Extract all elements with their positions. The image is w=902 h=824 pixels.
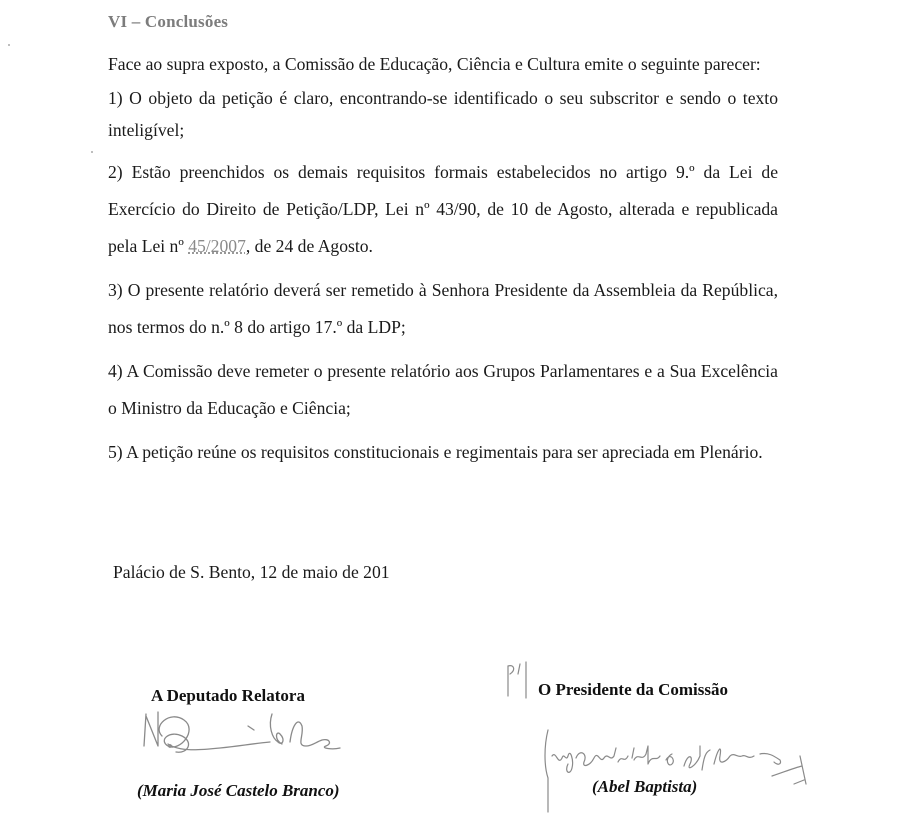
place-date-line: Palácio de S. Bento, 12 de maio de 201 — [113, 562, 390, 582]
rapporteur-name: (Maria José Castelo Branco) — [137, 781, 340, 800]
conclusions-body — [108, 52, 778, 471]
scan-speck — [8, 44, 10, 46]
on-behalf-mark — [502, 660, 542, 700]
president-signature — [538, 726, 818, 816]
conclusion-item-5: 5) A petição reúne os requisitos constitucionais e regimentais para ser apreciada em Plenário. — [108, 442, 763, 462]
president-name: (Abel Baptista) — [592, 777, 698, 796]
president-title: O Presidente da Comissão — [538, 680, 728, 699]
section-heading: VI – Conclusões — [108, 12, 229, 31]
conclusion-item-3: 3) O presente relatório deverá ser remetido à Senhora Presidente da Assembleia da República, nos termos do n.º 8 do artigo 17.º da LDP; — [108, 280, 778, 337]
conclusion-item-2 — [108, 154, 778, 265]
rapporteur-title: A Deputado Relatora — [151, 686, 305, 705]
conclusion-item-1: 1) O objeto da petição é claro, encontrando-se identificado o seu subscritor e sendo o texto inteligível; — [108, 88, 778, 140]
rapporteur-signature — [140, 706, 350, 766]
conclusion-item-4: 4) A Comissão deve remeter o presente relatório aos Grupos Parlamentares e a Sua Excelência o Ministro da Educação e Ciência; — [108, 361, 778, 418]
item-2-text: 2) Estão preenchidos os demais requisitos formais estabelecidos no artigo 9.º da Lei de Exercício do Direito de Petição/LDP, Lei nº 43/90, de 10 de Agosto, alterada e republicada pela Lei nº — [108, 162, 778, 256]
scan-speck — [91, 151, 93, 153]
intro-paragraph: Face ao supra exposto, a Comissão de Educação, Ciência e Cultura emite o seguinte parecer: — [108, 54, 761, 74]
law-reference-link[interactable]: 45/2007 — [188, 236, 246, 256]
item-2-text-end: , de 24 de Agosto. — [245, 236, 373, 256]
